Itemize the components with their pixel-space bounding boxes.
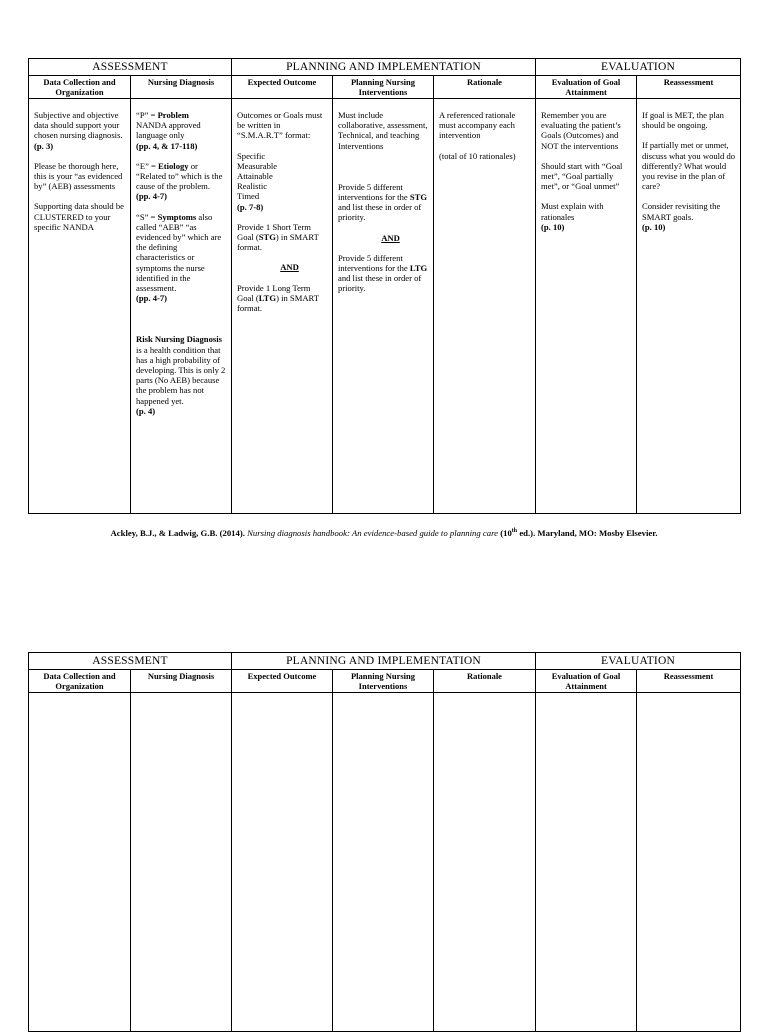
short-term-goal-text: Provide 1 Short Term Goal (STG) in SMART format. — [237, 221, 319, 253]
guide-body-row — [29, 99, 740, 513]
col-header-nursing-diagnosis: Nursing Diagnosis — [130, 670, 231, 692]
data-collection-text-2: Please be thorough here, this is your “as evidenced by” (AEB) assessments — [34, 160, 123, 192]
evaluation-text-2: Should start with “Goal met”, “Goal partially met”, or “Goal unmet” — [541, 160, 623, 192]
smart-specific: Specific — [237, 150, 266, 161]
evaluation-ref: (p. 10) — [541, 221, 565, 232]
smart-attainable: Attainable — [237, 171, 273, 182]
stg-interventions-text: Provide 5 different interventions for the STG and list these in order of priority. — [338, 181, 428, 223]
cell-rationale — [433, 99, 535, 513]
blank-cell-expected-outcome[interactable] — [231, 693, 332, 1031]
col-header-data-collection: Data Collection and Organization — [43, 77, 116, 97]
col-header-evaluation-goal: Evaluation of Goal Attainment — [535, 670, 636, 692]
group-planning: PLANNING AND IMPLEMENTATION — [231, 653, 535, 669]
smart-measurable: Measurable — [237, 160, 278, 171]
group-evaluation: EVALUATION — [535, 653, 740, 669]
data-collection-ref-1: (p. 3) — [34, 140, 54, 151]
smart-ref: (p. 7-8) — [237, 201, 264, 212]
etiology-entry: “E” = Etiology or “Related to” which is the cause of the problem. — [136, 160, 223, 192]
and-divider: AND — [381, 232, 400, 243]
group-planning: PLANNING AND IMPLEMENTATION — [231, 59, 535, 75]
group-header-row — [29, 653, 740, 670]
reassessment-ref: (p. 10) — [642, 221, 666, 232]
column-header-row — [29, 670, 740, 693]
cell-evaluation-goal — [535, 99, 636, 513]
blank-cell-evaluation-goal[interactable] — [535, 693, 636, 1031]
cell-nursing-diagnosis — [130, 99, 231, 513]
long-term-goal-text: Provide 1 Long Term Goal (LTG) in SMART format. — [237, 282, 319, 314]
col-header-reassessment: Reassessment — [636, 670, 740, 692]
reference-citation: Ackley, B.J., & Ladwig, G.B. (2014). Nursing diagnosis handbook: An evidence-based guide to planning care (10th ed.). Maryland, MO: Mosby Elsevier. — [110, 528, 658, 538]
etiology-ref: (pp. 4-7) — [136, 191, 168, 202]
col-header-data-collection: Data Collection and Organization — [43, 671, 116, 691]
interventions-intro: Must include collaborative, assessment, Technical, and teaching Interventions — [338, 110, 428, 151]
blank-cell-nursing-diagnosis[interactable] — [130, 693, 231, 1031]
problem-text: NANDA approved language only — [136, 120, 201, 141]
problem-entry: “P” = Problem — [136, 110, 189, 120]
group-header-row — [29, 59, 740, 76]
group-assessment: ASSESSMENT — [92, 61, 168, 73]
smart-realistic: Realistic — [237, 181, 268, 192]
cell-expected-outcome — [231, 99, 332, 513]
blank-cell-reassessment[interactable] — [636, 693, 740, 1031]
col-header-rationale: Rationale — [433, 76, 535, 98]
evaluation-text-3: Must explain with rationales — [541, 201, 604, 222]
group-evaluation: EVALUATION — [535, 59, 740, 75]
group-assessment: ASSESSMENT — [92, 655, 168, 667]
reassessment-text-2: If partially met or unmet, discuss what you would do differently? What would you revise in the plan of care? — [642, 140, 736, 192]
evaluation-text-1: Remember you are evaluating the patient’s Goals (Outcomes) and NOT the interventions — [541, 110, 621, 151]
col-header-reassessment: Reassessment — [636, 76, 740, 98]
symptoms-entry: “S” = Symptoms also called “AEB” “as evidenced by” which are the defining characteristics or symptoms the nurse identified in the assessment. — [136, 211, 222, 294]
col-header-evaluation-goal: Evaluation of Goal Attainment — [535, 76, 636, 98]
col-header-expected-outcome: Expected Outcome — [231, 76, 332, 98]
cell-reassessment — [636, 99, 740, 513]
problem-ref: (pp. 4, & 17-118) — [136, 140, 198, 151]
blank-cell-planning-interventions[interactable] — [332, 693, 433, 1031]
reassessment-text-3: Consider revisiting the SMART goals. — [642, 201, 721, 222]
blank-cell-data-collection[interactable] — [29, 693, 130, 1031]
data-collection-text-1: Subjective and objective data should support your chosen nursing diagnosis. — [34, 110, 123, 141]
col-header-planning-interventions: Planning Nursing Interventions — [332, 670, 433, 692]
col-header-expected-outcome: Expected Outcome — [231, 670, 332, 692]
column-header-row — [29, 76, 740, 99]
care-plan-guide-table — [28, 58, 741, 514]
symptoms-ref: (pp. 4-7) — [136, 293, 168, 304]
risk-diagnosis-entry: Risk Nursing Diagnosis is a health condition that has a high probability of developing. This is only 2 parts (No AEB) because the problem has not happened yet. — [136, 334, 226, 406]
col-header-rationale: Rationale — [433, 670, 535, 692]
col-header-planning-interventions: Planning Nursing Interventions — [332, 76, 433, 98]
and-divider: AND — [280, 262, 299, 273]
rationale-text-2: (total of 10 rationales) — [439, 150, 516, 161]
blank-cell-rationale[interactable] — [433, 693, 535, 1031]
blank-body-row — [29, 693, 740, 1031]
cell-planning-interventions — [332, 99, 433, 513]
data-collection-text-3: Supporting data should be CLUSTERED to your specific NANDA — [34, 201, 124, 232]
rationale-text-1: A referenced rationale must accompany each intervention — [439, 110, 516, 141]
col-header-nursing-diagnosis: Nursing Diagnosis — [130, 76, 231, 98]
outcome-intro: Outcomes or Goals must be written in “S.M.A.R.T” format: — [237, 110, 323, 141]
risk-diagnosis-ref: (p. 4) — [136, 405, 156, 416]
cell-data-collection — [29, 99, 130, 513]
smart-timed: Timed — [237, 191, 260, 202]
care-plan-blank-table — [28, 652, 741, 1032]
ltg-interventions-text: Provide 5 different interventions for the LTG and list these in order of priority. — [338, 252, 428, 294]
reassessment-text-1: If goal is MET, the plan should be ongoing. — [642, 110, 724, 131]
